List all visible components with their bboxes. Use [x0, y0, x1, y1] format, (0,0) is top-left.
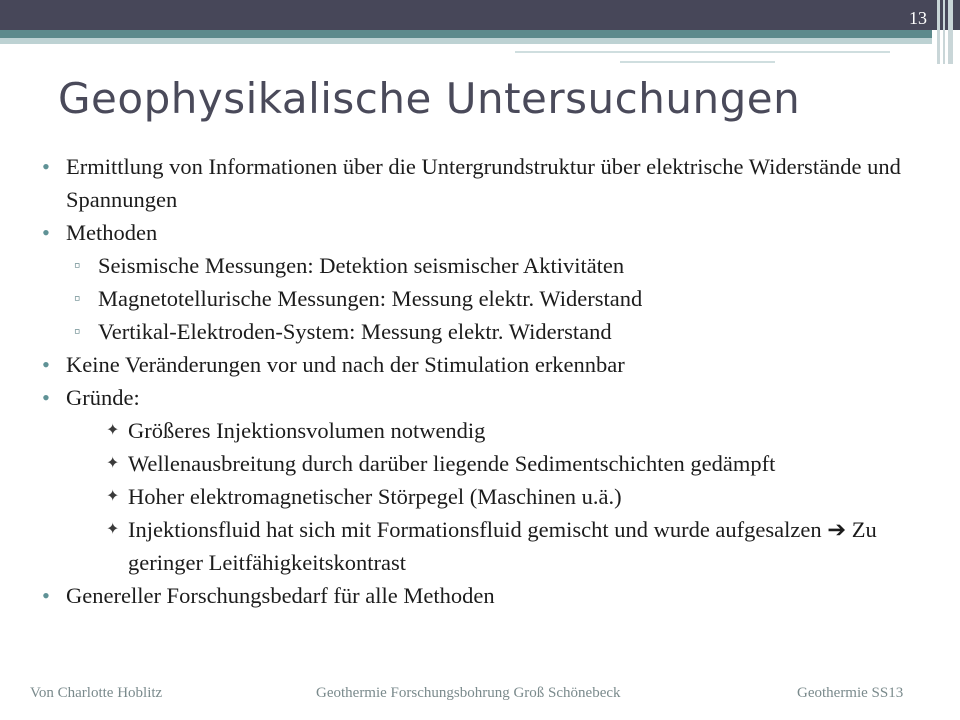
bullet-item-level-1 [42, 381, 942, 414]
bullet-item-level-3 [42, 480, 942, 513]
bullet-item-level-3 [42, 447, 942, 480]
bullet-text: Magnetotellurische Messungen: Messung elektr. Widerstand [98, 286, 643, 311]
bullet-item-level-1 [42, 150, 942, 216]
bullet-marker-icon: • [42, 385, 50, 410]
header-decor-vline [948, 0, 953, 64]
header-decor-line [515, 51, 890, 53]
footer-author: Von Charlotte Hoblitz [30, 685, 163, 701]
bullet-marker-icon: ✦ [106, 488, 120, 505]
bullet-item-level-3 [42, 513, 942, 579]
slide-title: Geophysikalische Untersuchungen [58, 74, 801, 123]
bullet-marker-icon: ▫ [74, 321, 81, 341]
bullet-item-level-1 [42, 348, 942, 381]
bullet-marker-icon: • [42, 220, 50, 245]
bullet-marker-icon: ▫ [74, 255, 81, 275]
bullet-item-level-1 [42, 579, 942, 612]
bullet-text: Keine Veränderungen vor und nach der Stimulation erkennbar [66, 352, 625, 377]
bullet-marker-icon: ✦ [106, 422, 120, 439]
bullet-text: Injektionsfluid hat sich mit Formationsfluid gemischt und wurde aufgesalzen ➔ Zu geringer Leitfähigkeitskontrast [128, 517, 877, 575]
bullet-marker-icon: ✦ [106, 521, 120, 538]
bullet-text: Seismische Messungen: Detektion seismischer Aktivitäten [98, 253, 625, 278]
header-decor-vline [937, 0, 940, 64]
bullet-text: Größeres Injektionsvolumen notwendig [128, 418, 486, 443]
header-decor-line [620, 61, 775, 63]
header-decor-vline [943, 0, 945, 64]
header-bar-teal [0, 30, 932, 38]
bullet-marker-icon: • [42, 352, 50, 377]
bullet-item-level-3 [42, 414, 942, 447]
bullet-marker-icon: ✦ [106, 455, 120, 472]
bullet-marker-icon: ▫ [74, 288, 81, 308]
bullet-item-level-2 [42, 249, 942, 282]
bullet-item-level-2 [42, 315, 942, 348]
footer-course: Geothermie SS13 [797, 685, 904, 701]
bullet-marker-icon: • [42, 154, 50, 179]
bullet-text: Methoden [66, 220, 158, 245]
slide-number: 13 [909, 8, 927, 28]
header-bar-light [0, 38, 932, 44]
bullet-text: Vertikal-Elektroden-System: Messung elektr. Widerstand [98, 319, 612, 344]
bullet-item-level-1 [42, 216, 942, 249]
bullet-text: Hoher elektromagnetischer Störpegel (Maschinen u.ä.) [128, 484, 622, 509]
bullet-marker-icon: • [42, 583, 50, 608]
header-bar-dark [0, 0, 960, 30]
bullet-text: Wellenausbreitung durch darüber liegende Sedimentschichten gedämpft [128, 451, 776, 476]
bullet-text: Genereller Forschungsbedarf für alle Methoden [66, 583, 495, 608]
bullet-text: Gründe: [66, 385, 140, 410]
bullet-list [42, 150, 942, 612]
footer-project: Geothermie Forschungsbohrung Groß Schönebeck [316, 685, 621, 701]
bullet-text: Ermittlung von Informationen über die Untergrundstruktur über elektrische Widerstände und Spannungen [66, 154, 901, 212]
bullet-item-level-2 [42, 282, 942, 315]
